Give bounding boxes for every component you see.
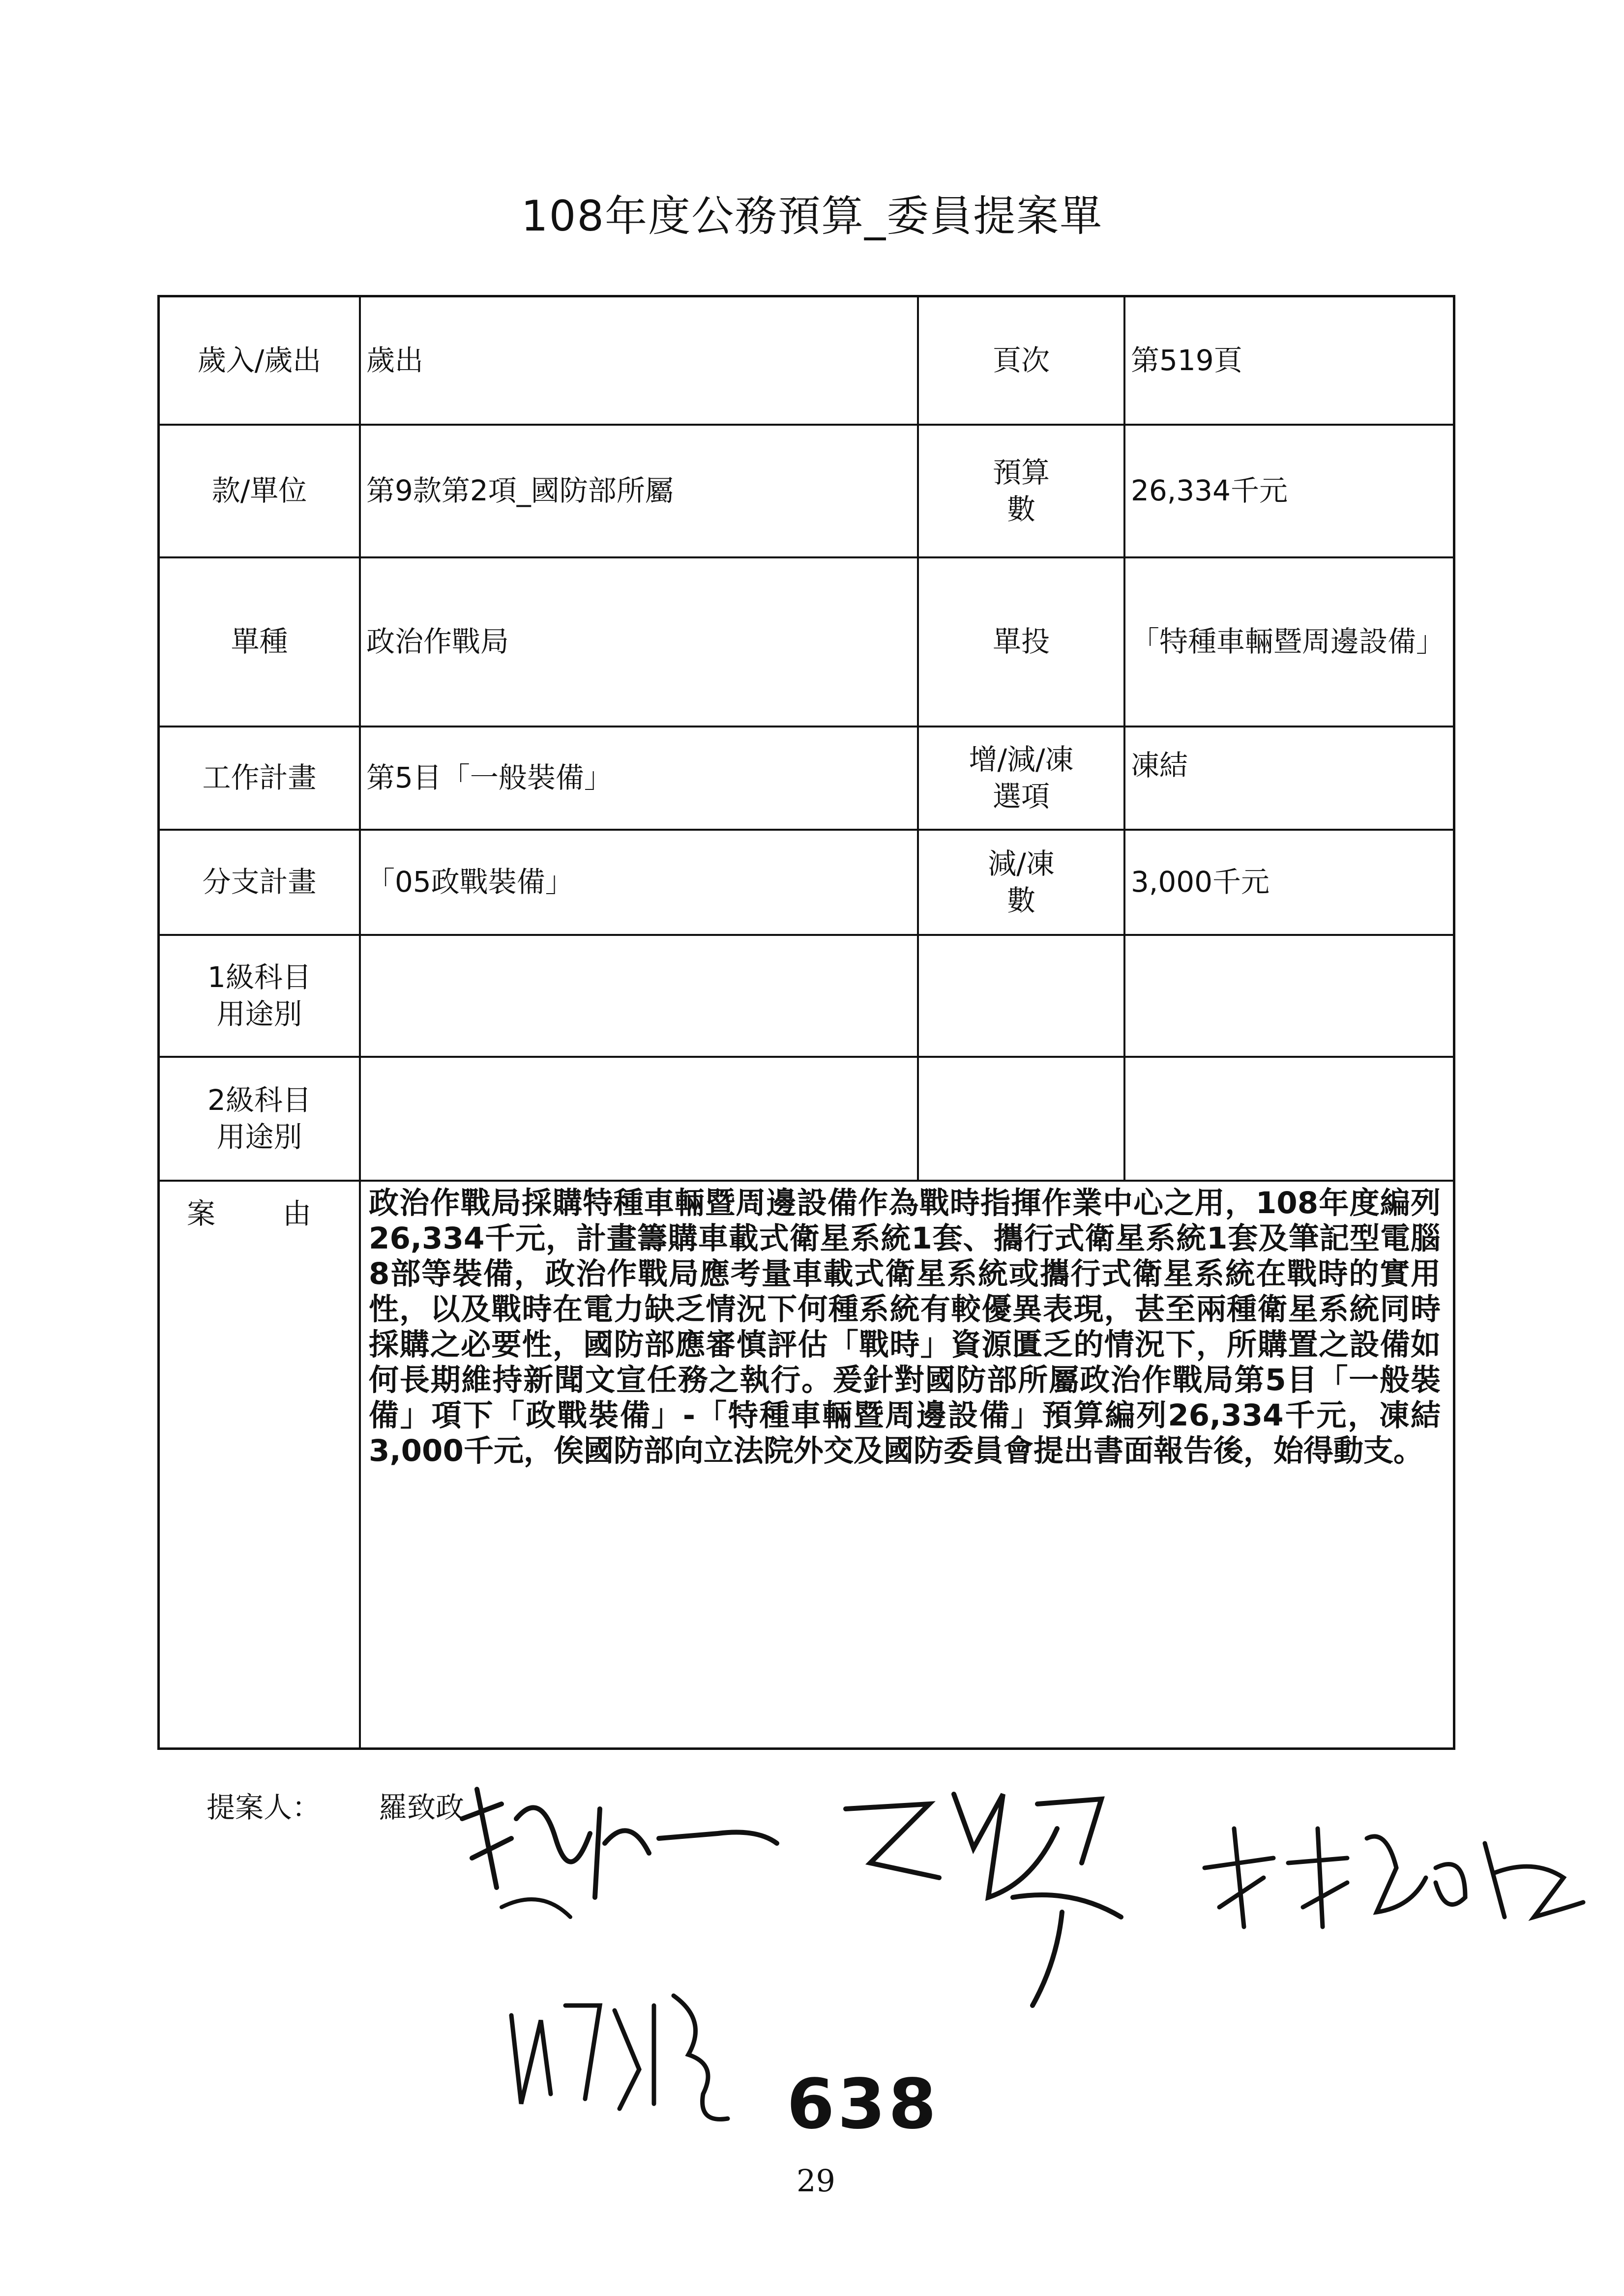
value-budget-amount: 26,334千元: [1131, 474, 1288, 508]
signature-2: [826, 1750, 1141, 2025]
value-work-plan: 第5目「一般裝備」: [366, 761, 613, 795]
border-bottom: [157, 1747, 1455, 1750]
value-branch-plan: 「05政戰裝備」: [366, 865, 574, 899]
signature-3: [1190, 1809, 1593, 1966]
label-income-expense: 歲入/歲出: [197, 343, 322, 377]
reason-text: 政治作戰局採購特種車輛暨周邊設備作為戰時指揮作業中心之用，108年度編列26,334千元，計畫籌購車載式衛星系統1套、攜行式衛星系統1套及筆記型電腦8部等裝備，政治作戰局應考量車載式衛星系統或攜行式衛星系統在戰時的實用性，以及戰時在電力缺乏情況下何種系統有較優異表現，甚至兩種衛星系統同時採購之必要性，國防部應審慎評估「戰時」資源匱乏的情況下，所購置之設備如何長期維持新聞文宣任務之執行。爰針對國防部所屬政治作戰局第5目「一般裝備」項下「政戰裝備」-「特種車輛暨周邊設備」預算編列26,334千元，凍結3,000千元，俟國防部向立法院外交及國防委員會提出書面報告後，始得動支。: [369, 1186, 1441, 1468]
proposal-form: [157, 295, 1455, 1750]
proposer-name: 羅致政: [379, 1791, 465, 1824]
reason-label-right: 由: [283, 1197, 312, 1230]
value-unit-investment: 「特種車輛暨周邊設備」: [1131, 625, 1445, 659]
value-freeze-amount: 3,000千元: [1131, 865, 1270, 899]
col-divider: [359, 295, 361, 1750]
label-branch-plan: 分支計畫: [202, 865, 317, 899]
value-option: 凍結: [1131, 749, 1188, 782]
label-unit-investment: 單投: [992, 625, 1050, 659]
label-freeze-amount: 減/凍 數: [988, 846, 1055, 917]
page-number: 29: [797, 2163, 835, 2199]
row-divider: [157, 1180, 1455, 1182]
handwritten-number: 638: [787, 2064, 940, 2145]
page-title: 108年度公務預算_委員提案單: [521, 192, 1103, 241]
label-level2-subject: 2級科目 用途別: [207, 1083, 311, 1154]
label-work-plan: 工作計畫: [202, 761, 317, 795]
col-divider: [1123, 295, 1125, 1180]
label-level1-subject: 1級科目 用途別: [207, 960, 311, 1031]
proposer-label: 提案人：: [207, 1791, 321, 1824]
label-option: 增/減/凍 選項: [969, 742, 1074, 813]
signature-4: [492, 1976, 738, 2133]
value-unit-type: 政治作戰局: [366, 625, 509, 659]
value-section-unit: 第9款第2項_國防部所屬: [366, 474, 674, 508]
signature-1: [443, 1760, 787, 1966]
label-section-unit: 款/單位: [211, 474, 307, 508]
value-income-expense: 歲出: [366, 343, 424, 377]
reason-label-left: 案: [187, 1197, 216, 1230]
border-right: [1453, 295, 1455, 1750]
label-unit-type: 單種: [231, 625, 288, 659]
label-budget-amount: 預算 數: [992, 455, 1050, 526]
label-page: 頁次: [992, 343, 1050, 377]
value-page: 第519頁: [1131, 343, 1242, 377]
